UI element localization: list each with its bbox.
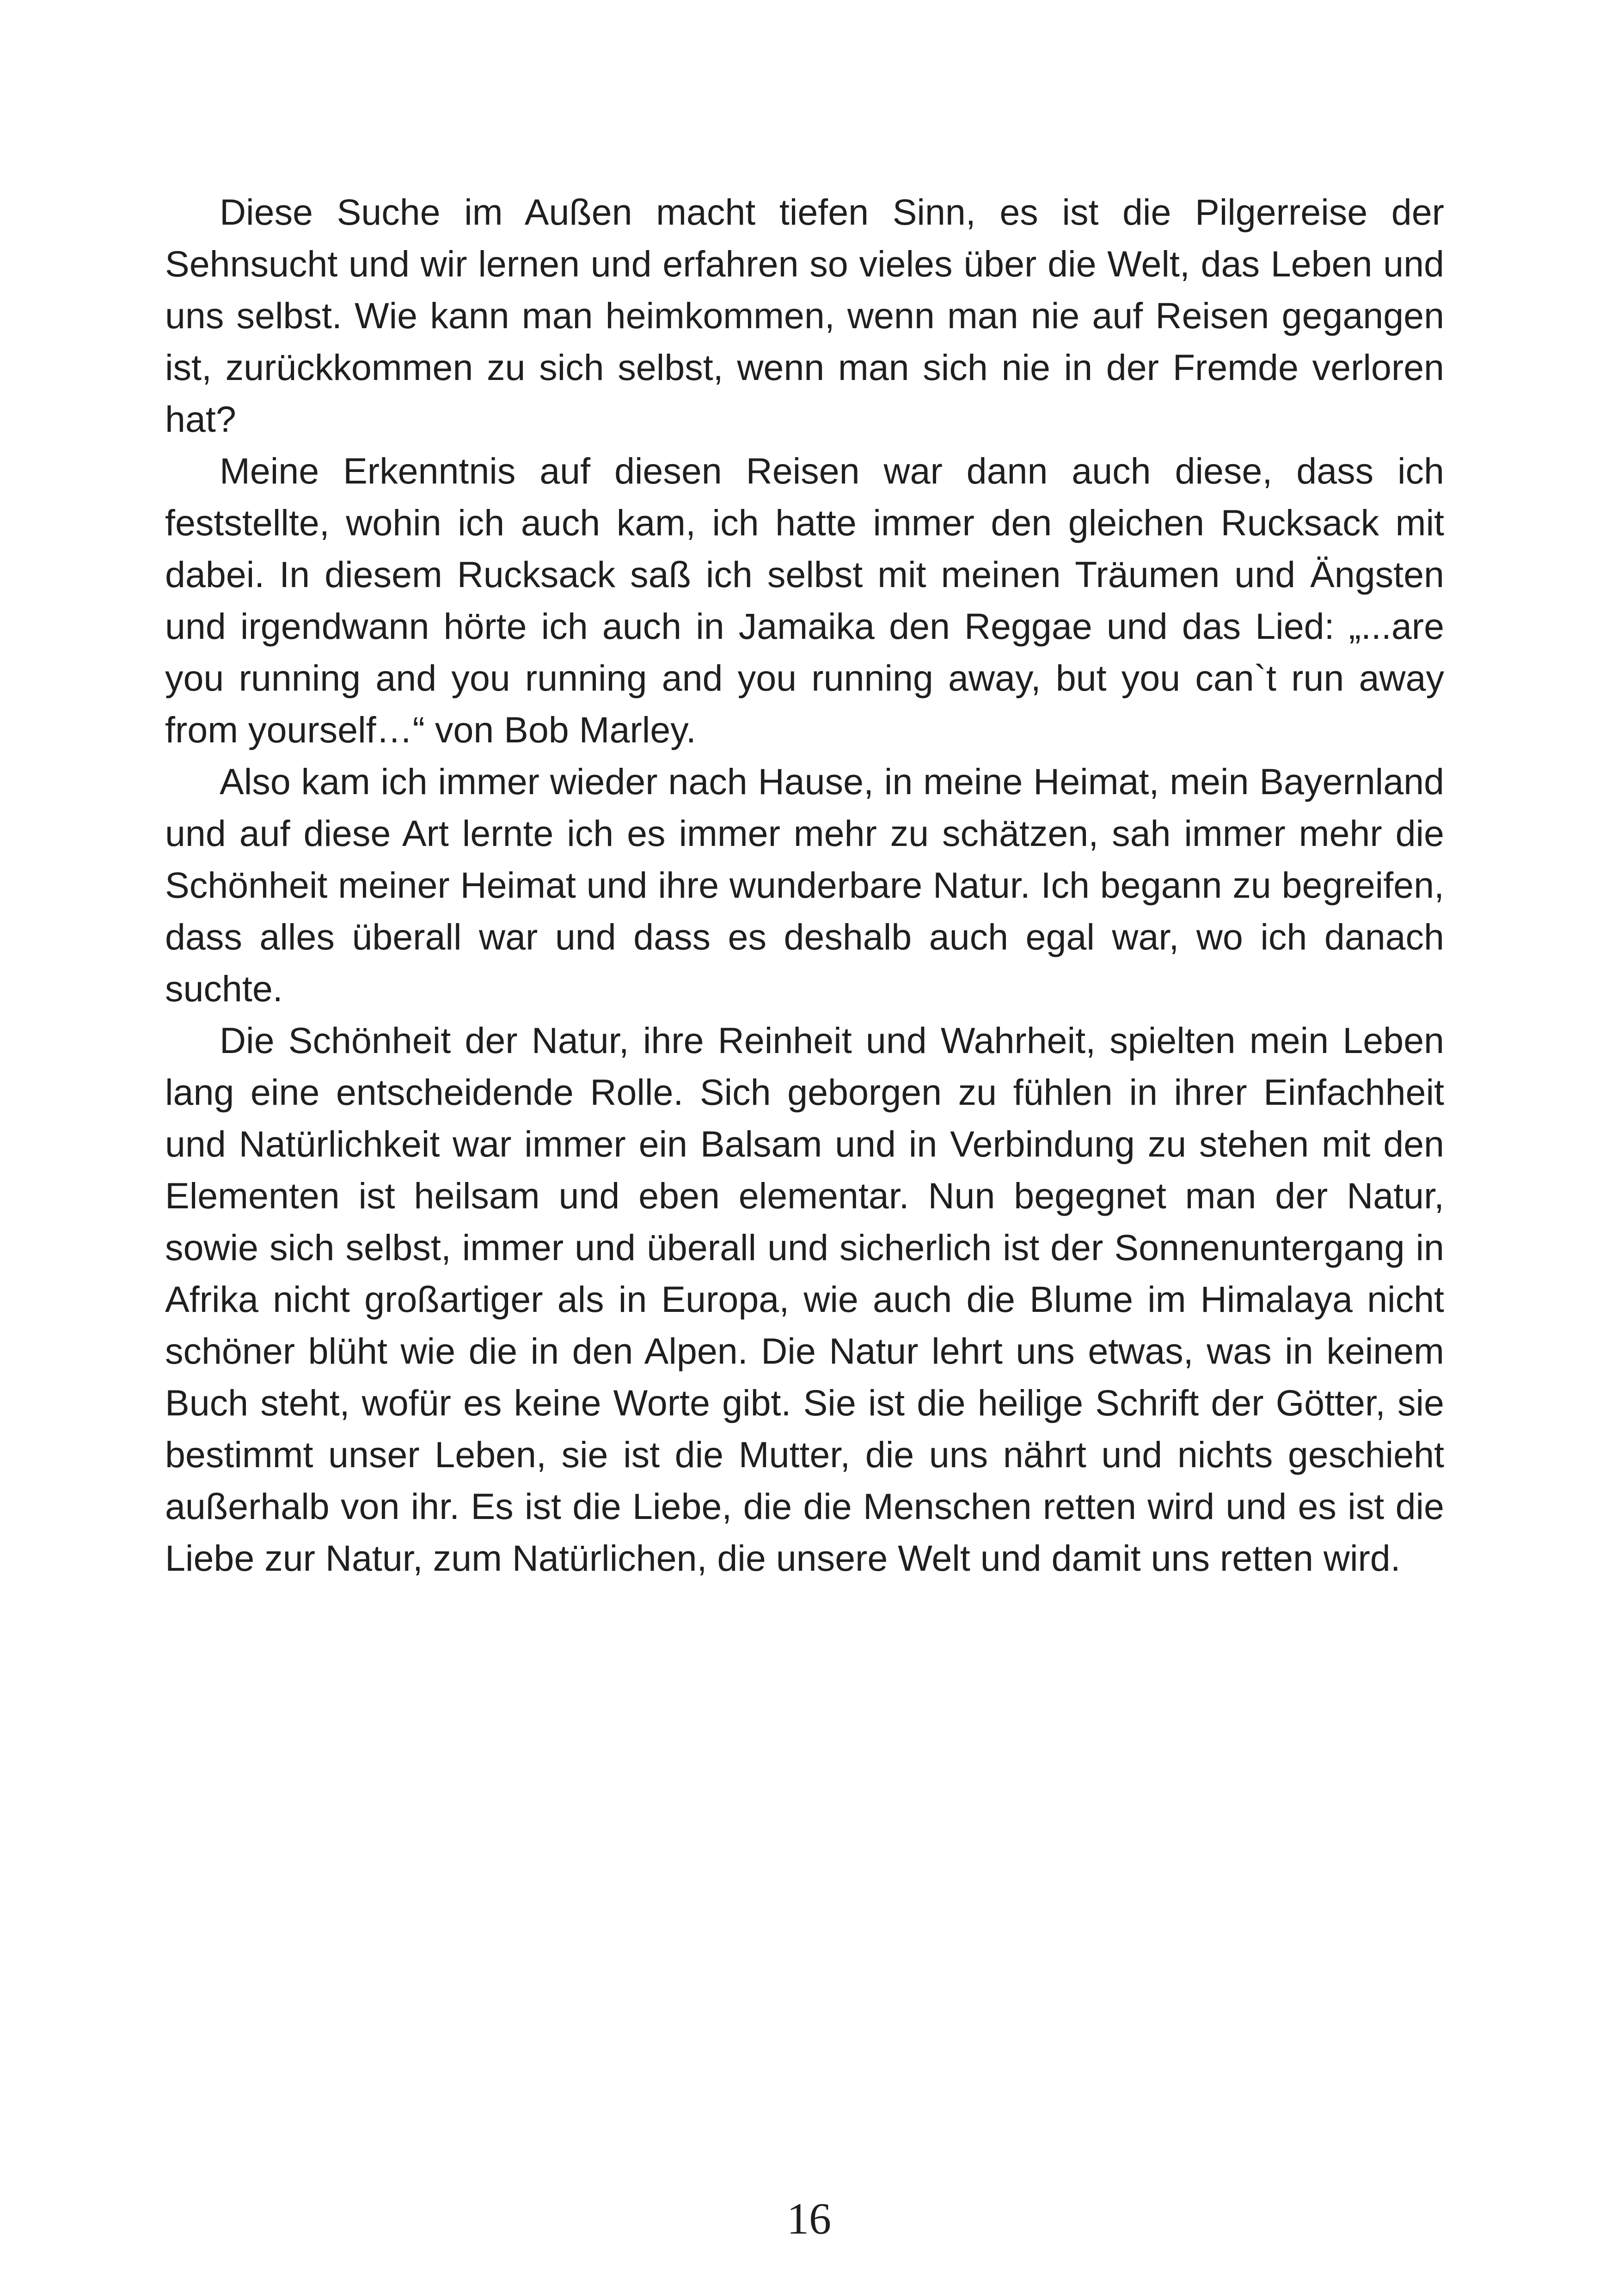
body-text — [165, 186, 1444, 1584]
paragraph-2: Meine Erkenntnis auf diesen Reisen war dann auch diese, dass ich feststellte, wohin ich auch kam, ich hatte immer den gleichen Rucksack mit dabei. In diesem Rucksack saß ich selbst mit meinen Träumen und Ängsten und irgendwann hörte ich auch in Jamaika den Reggae und das Lied: „...are you running and you running and you running away, but you can`t run away from yourself…“ von Bob Marley. — [165, 450, 1444, 750]
paragraph-4: Die Schönheit der Natur, ihre Reinheit und Wahrheit, spielten mein Leben lang eine entscheidende Rolle. Sich geborgen zu fühlen in ihrer Einfachheit und Natürlichkeit war immer ein Balsam und in Verbindung zu stehen mit den Elementen ist heilsam und eben elementar. Nun begegnet man der Natur, sowie sich selbst, immer und überall und sicherlich ist der Sonnenuntergang in Afrika nicht großartiger als in Europa, wie auch die Blume im Himalaya nicht schöner blüht wie die in den Alpen. Die Natur lehrt uns etwas, was in keinem Buch steht, wofür es keine Worte gibt. Sie ist die heilige Schrift der Götter, sie bestimmt unser Leben, sie ist die Mutter, die uns nährt und nichts geschieht außerhalb von ihr. Es ist die Liebe, die die Menschen retten wird und es ist die Liebe zur Natur, zum Natürlichen, die unsere Welt und damit uns retten wird. — [165, 1020, 1444, 1579]
paragraph-1: Diese Suche im Außen macht tiefen Sinn, es ist die Pilgerreise der Sehnsucht und wir lernen und erfahren so vieles über die Welt, das Leben und uns selbst. Wie kann man heimkommen, wenn man nie auf Reisen gegangen ist, zurückkommen zu sich selbst, wenn man sich nie in der Fremde verloren hat? — [165, 191, 1444, 440]
paragraph-3: Also kam ich immer wieder nach Hause, in meine Heimat, mein Bayernland und auf diese Art lernte ich es immer mehr zu schätzen, sah immer mehr die Schönheit meiner Heimat und ihre wunderbare Natur. Ich begann zu begreifen, dass alles überall war und dass es deshalb auch egal war, wo ich danach suchte. — [165, 761, 1444, 1009]
page-number: 16 — [787, 2194, 831, 2243]
